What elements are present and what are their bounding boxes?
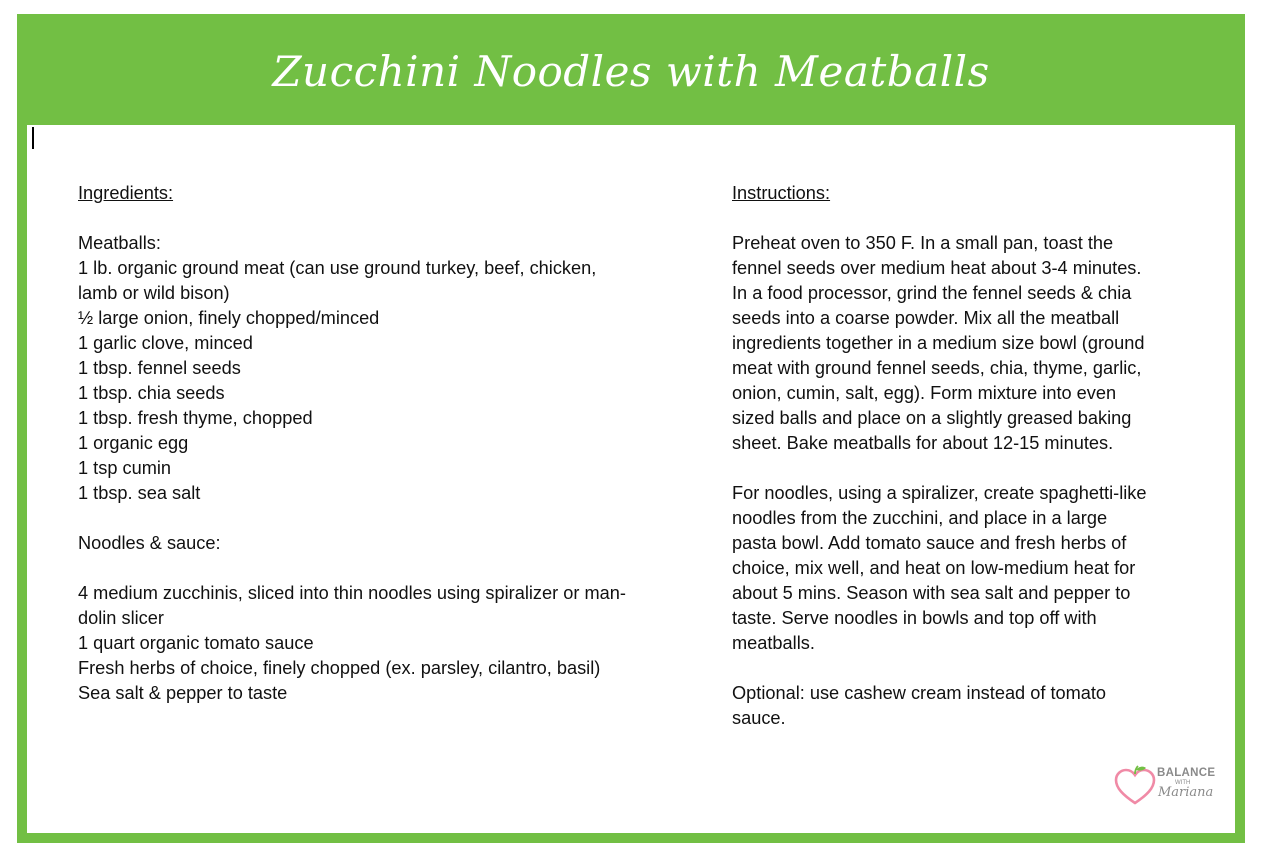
instruction-line: about 5 mins. Season with sea salt and pepper to [732,583,1131,603]
recipe-title: Zucchini Noodles with Meatballs [272,47,990,96]
header-banner [17,14,1245,125]
ingredient-line: 1 organic egg [78,433,189,453]
instruction-line: sized balls and place on a slightly greased baking [732,408,1132,428]
ingredient-line: Sea salt & pepper to taste [78,683,288,703]
instruction-line: meatballs. [732,633,815,653]
instruction-line: sauce. [732,708,786,728]
ingredient-line: 1 quart organic tomato sauce [78,633,314,653]
instruction-line: noodles from the zucchini, and place in a large [732,508,1108,528]
noodles-label: Noodles & sauce: [78,533,221,553]
heart-apple-icon [1113,765,1157,807]
balance-with-mariana-logo [1113,765,1223,809]
instruction-line: pasta bowl. Add tomato sauce and fresh herbs of [732,533,1127,553]
instruction-line: For noodles, using a spiralizer, create spaghetti-like [732,483,1147,503]
logo-script: Mariana [1158,785,1214,800]
instruction-line: In a food processor, grind the fennel seeds & chia [732,283,1132,303]
instruction-line: ingredients together in a medium size bowl (ground [732,333,1145,353]
ingredient-line: 1 tbsp. chia seeds [78,383,225,403]
instruction-line: seeds into a coarse powder. Mix all the meatball [732,308,1120,328]
instructions-column [732,181,1197,731]
ingredient-line: 1 tsp cumin [78,458,171,478]
meatballs-label: Meatballs: [78,233,161,253]
text-cursor [32,127,34,149]
instruction-line: meat with ground fennel seeds, chia, thyme, garlic, [732,358,1142,378]
ingredient-line: ½ large onion, finely chopped/minced [78,308,380,328]
ingredient-line: 1 garlic clove, minced [78,333,253,353]
ingredient-line: 1 tbsp. sea salt [78,483,201,503]
instruction-line: Optional: use cashew cream instead of tomato [732,683,1107,703]
recipe-body[interactable] [27,125,1235,833]
logo-word: BALANCE [1157,767,1216,779]
instruction-line: onion, cumin, salt, egg). Form mixture into even [732,383,1117,403]
instruction-line: taste. Serve noodles in bowls and top off with [732,608,1097,628]
logo-with: WITH [1175,780,1191,786]
ingredient-line: 4 medium zucchinis, sliced into thin noodles using spiralizer or man- [78,583,626,603]
instruction-line: Preheat oven to 350 F. In a small pan, toast the [732,233,1114,253]
instruction-line: sheet. Bake meatballs for about 12-15 minutes. [732,433,1114,453]
ingredient-line: Fresh herbs of choice, finely chopped (ex. parsley, cilantro, basil) [78,658,601,678]
instruction-line: choice, mix well, and heat on low-medium heat for [732,558,1136,578]
ingredient-line: 1 tbsp. fresh thyme, chopped [78,408,313,428]
instruction-line: fennel seeds over medium heat about 3-4 minutes. [732,258,1142,278]
ingredients-heading: Ingredients: [78,183,174,203]
ingredient-line: 1 tbsp. fennel seeds [78,358,241,378]
ingredient-line: dolin slicer [78,608,164,628]
ingredient-line: 1 lb. organic ground meat (can use ground turkey, beef, chicken, [78,258,597,278]
recipe-card-frame [17,14,1245,843]
instructions-heading: Instructions: [732,183,831,203]
ingredients-column [78,181,688,706]
ingredient-line: lamb or wild bison) [78,283,230,303]
